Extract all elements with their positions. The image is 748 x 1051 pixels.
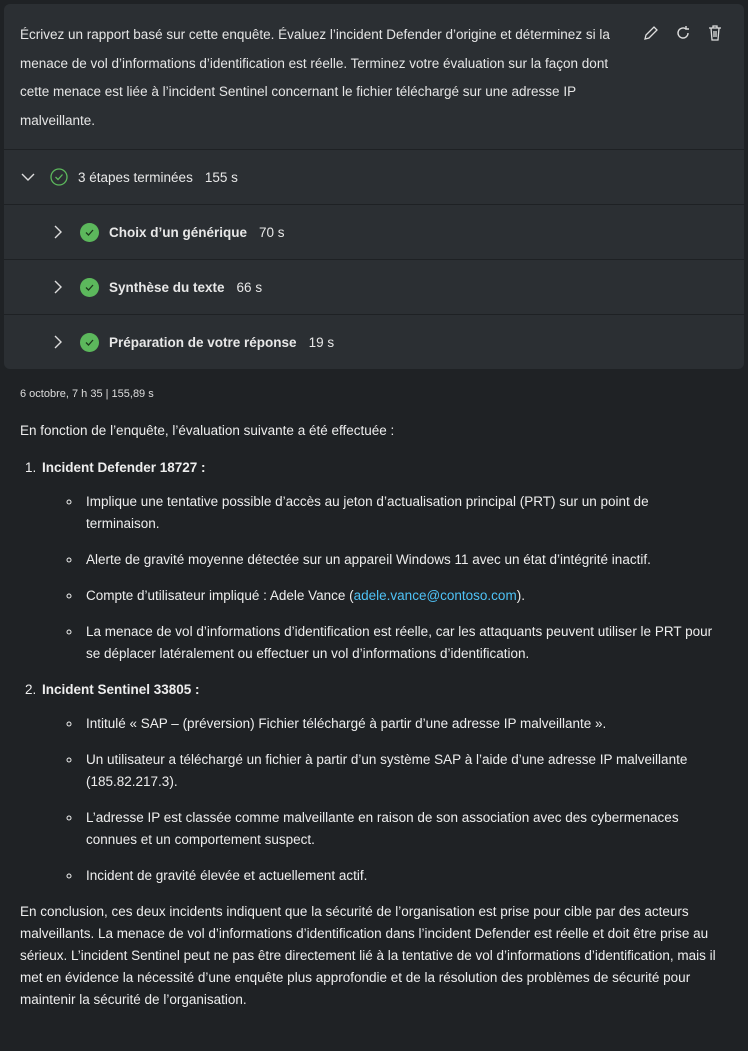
prompt-text: Écrivez un rapport basé sur cette enquête. Évaluez l’incident Defender d’origine et déterminez si la menace de vol d’informations d’identification est réelle. Terminez votre évaluation sur la façon dont cette menace est liée à l’incident Sentinel concernant le fichier téléchargé sur une adresse IP malveillante. xyxy=(20,27,610,128)
steps-summary-toggle[interactable] xyxy=(4,149,744,204)
step-row[interactable] xyxy=(4,259,744,314)
response-meta: 6 octobre, 7 h 35 | 155,89 s xyxy=(20,388,154,400)
intro-text: En fonction de l’enquête, l’évaluation suivante a été effectuée : xyxy=(20,423,395,438)
check-circle-icon xyxy=(80,223,99,242)
check-circle-icon xyxy=(80,333,99,352)
check-circle-icon xyxy=(80,278,99,297)
bullet: ◦ Alerte de gravité moyenne détectée sur un appareil Windows 11 avec un état d’intégrité inactif. xyxy=(82,549,720,571)
incident-item xyxy=(40,457,720,665)
step-row[interactable] xyxy=(4,314,744,369)
account-prefix: Compte d’utilisateur impliqué : Adele Vance ( xyxy=(86,588,354,603)
bullet: ◦ La menace de vol d’informations d’identification est réelle, car les attaquants peuvent utiliser le PRT pour se déplacer latéralement ou effectuer un vol d’informations d’identification. xyxy=(82,621,720,665)
edit-icon[interactable] xyxy=(642,24,660,42)
summary-label: 3 étapes terminées xyxy=(78,169,193,185)
step-row[interactable] xyxy=(4,204,744,259)
step-time: 70 s xyxy=(259,224,285,240)
refresh-icon[interactable] xyxy=(674,24,692,42)
step-label: Choix d’un générique xyxy=(109,224,248,240)
delete-icon[interactable] xyxy=(706,24,724,42)
check-circle-outline-icon xyxy=(50,168,68,186)
bullet: ◦ L’adresse IP est classée comme malveillante en raison de son association avec des cybermenaces connues et un comportement suspect. xyxy=(82,807,720,851)
incident-title: Incident Defender 18727 : xyxy=(42,460,206,475)
bullet xyxy=(82,585,720,607)
incident-title: Incident Sentinel 33805 : xyxy=(42,682,200,697)
chevron-right-icon xyxy=(50,334,66,350)
incident-item xyxy=(40,679,720,887)
response-body xyxy=(20,420,720,1011)
bullet: ◦ Implique une tentative possible d’accès au jeton d’actualisation principal (PRT) sur un point de terminaison. xyxy=(82,491,720,535)
step-label: Préparation de votre réponse xyxy=(109,334,297,350)
chevron-right-icon xyxy=(50,279,66,295)
conclusion-text: En conclusion, ces deux incidents indiquent que la sécurité de l’organisation est prise pour cible par des acteurs malveillants. La menace de vol d’informations d’identification dans l’incident Defender est réelle et doit être prise au sérieux. L’incident Sentinel peut ne pas être directement lié à la tentative de vol d’informations d’identification, mais il met en évidence la nécessité d’une enquête plus approfondie et de la résolution des problèmes de sécurité pour maintenir la sécurité de l’organisation. xyxy=(20,904,716,1007)
bullet: ◦ Un utilisateur a téléchargé un fichier à partir d’un système SAP à l’aide d’une adresse IP malveillante (185.82.217.3). xyxy=(82,749,720,793)
step-time: 19 s xyxy=(308,334,335,350)
summary-time: 155 s xyxy=(204,169,238,185)
step-label: Synthèse du texte xyxy=(109,279,225,295)
chevron-down-icon xyxy=(20,169,36,185)
step-time: 66 s xyxy=(236,279,263,295)
bullet: ◦ Intitulé « SAP – (préversion) Fichier téléchargé à partir d’une adresse IP malveillante ». xyxy=(82,713,720,735)
email-link[interactable]: adele.vance@contoso.com xyxy=(353,588,517,603)
prompt-card xyxy=(4,4,744,369)
chevron-right-icon xyxy=(50,224,66,240)
account-suffix: ). xyxy=(516,588,525,603)
bullet: ◦ Incident de gravité élevée et actuellement actif. xyxy=(82,865,720,887)
